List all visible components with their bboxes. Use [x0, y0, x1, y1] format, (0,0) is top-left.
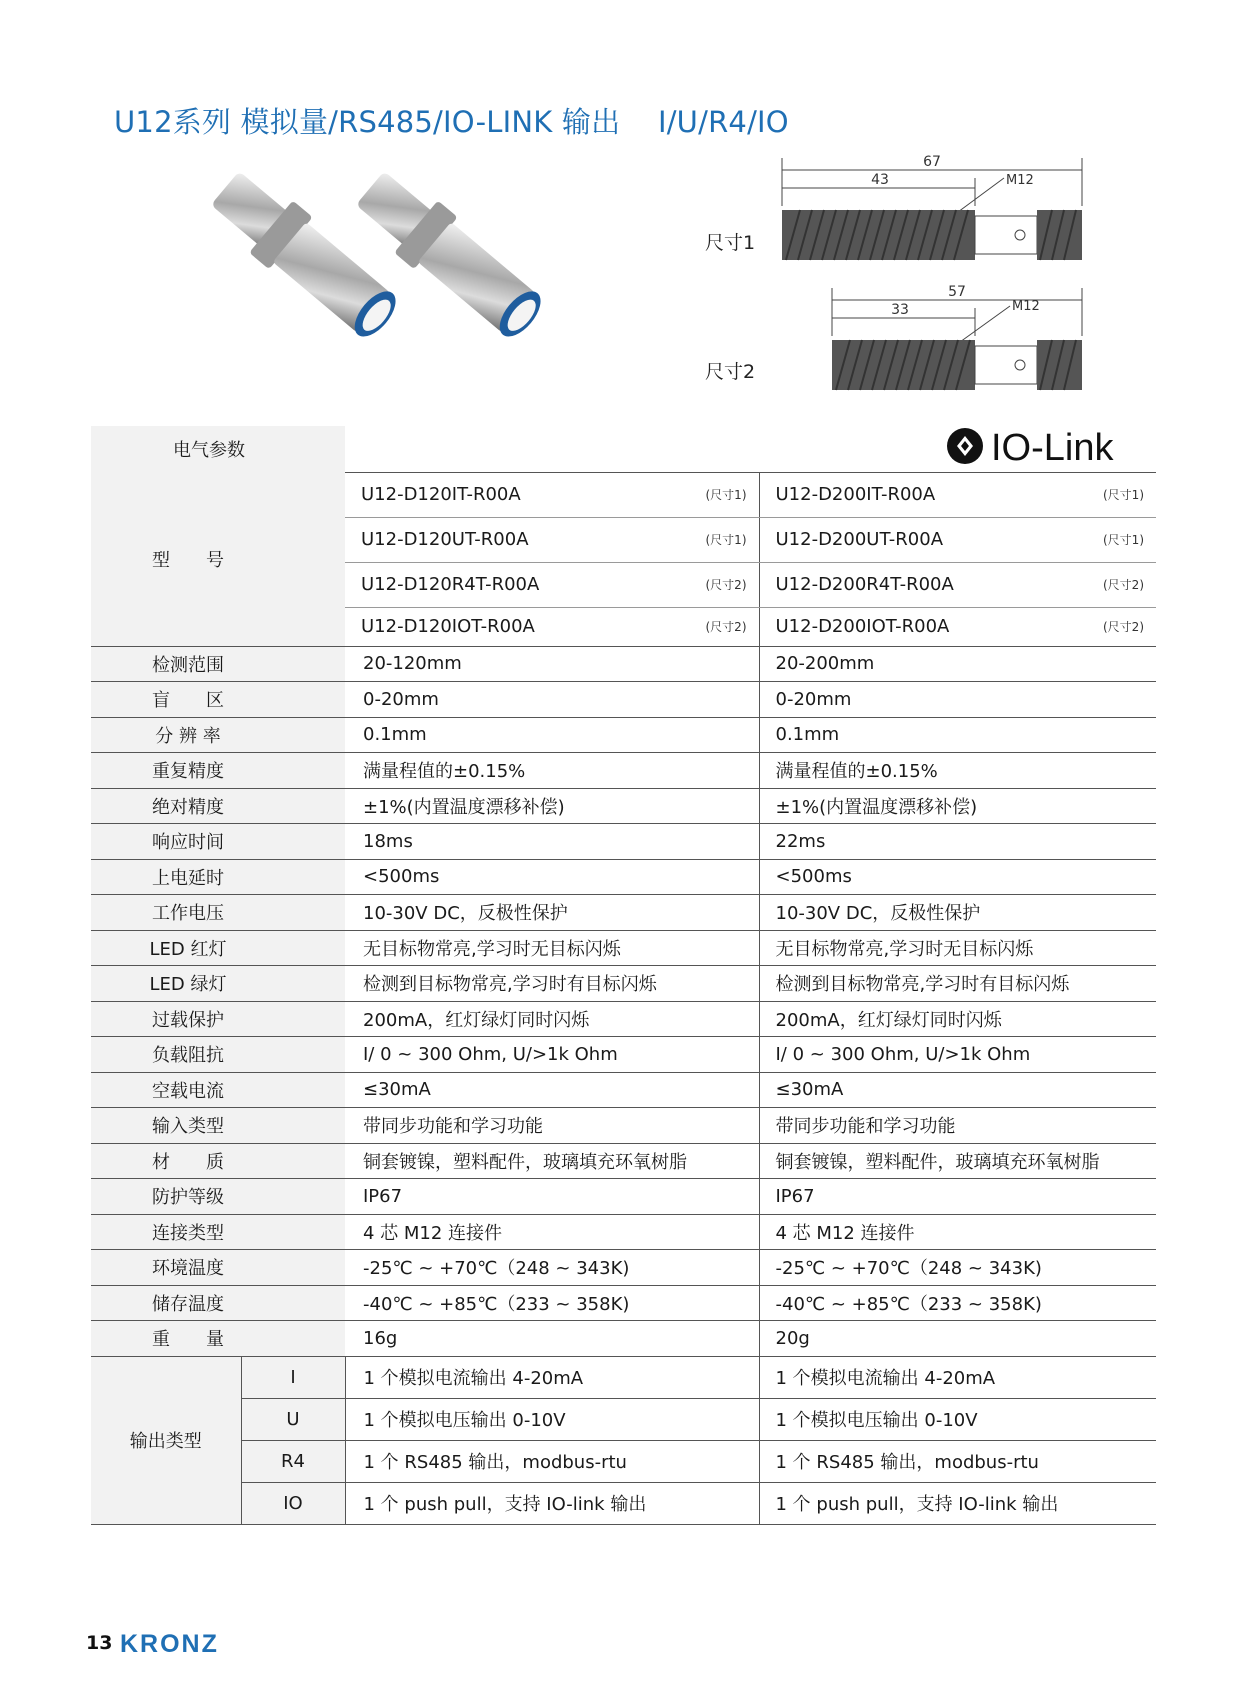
- table-header: 电气参数: [91, 426, 345, 472]
- spec-row: [91, 930, 1156, 966]
- spec-label: 重复精度: [91, 753, 345, 789]
- spec-value-a: 20-120mm: [345, 646, 759, 682]
- output-value-b: 1 个模拟电流输出 4-20mA: [759, 1356, 1156, 1398]
- dim2-thread: M12: [1012, 299, 1040, 314]
- spec-label: LED 绿灯: [91, 966, 345, 1002]
- spec-row: [91, 1321, 1156, 1357]
- spec-row: [91, 717, 1156, 753]
- spec-row: [91, 646, 1156, 682]
- spec-value-a: 无目标物常亮,学习时无目标闪烁: [345, 930, 759, 966]
- spec-row: [91, 1285, 1156, 1321]
- output-row: [91, 1440, 1156, 1482]
- spec-value-b: 20g: [759, 1321, 1156, 1357]
- spec-value-b: 22ms: [759, 824, 1156, 860]
- spec-label: 材 质: [91, 1143, 345, 1179]
- spec-label: 绝对精度: [91, 788, 345, 824]
- spec-row: [91, 824, 1156, 860]
- model-a: U12-D120IOT-R00A: [361, 616, 535, 637]
- dim1-part: 43: [871, 172, 889, 188]
- dimension-1-label: 尺寸1: [705, 232, 756, 254]
- model-b-size: (尺寸2): [1103, 620, 1144, 634]
- spec-value-a: 检测到目标物常亮,学习时有目标闪烁: [345, 966, 759, 1002]
- output-value-b: 1 个 RS485 输出，modbus-rtu: [759, 1440, 1156, 1482]
- model-b-size: (尺寸1): [1103, 533, 1144, 547]
- spec-row: [91, 859, 1156, 895]
- spec-label: 储存温度: [91, 1285, 345, 1321]
- spec-row: [91, 682, 1156, 718]
- output-code: U: [241, 1398, 345, 1440]
- spec-row: [91, 788, 1156, 824]
- model-b: U12-D200IOT-R00A: [775, 616, 950, 637]
- spec-label: 重 量: [91, 1321, 345, 1357]
- dimension-2-label: 尺寸2: [705, 361, 756, 383]
- output-value-a: 1 个模拟电压输出 0-10V: [345, 1398, 759, 1440]
- model-b-size: (尺寸2): [1103, 578, 1144, 592]
- output-value-b: 1 个 push pull，支持 IO-link 输出: [759, 1482, 1156, 1524]
- spec-value-b: 4 芯 M12 连接件: [759, 1214, 1156, 1250]
- output-row: [91, 1398, 1156, 1440]
- spec-value-b: 10-30V DC，反极性保护: [759, 895, 1156, 931]
- kronz-logo: [120, 1630, 250, 1656]
- spec-value-b: 无目标物常亮,学习时无目标闪烁: [759, 930, 1156, 966]
- spec-value-a: 满量程值的±0.15%: [345, 753, 759, 789]
- spec-row: [91, 966, 1156, 1002]
- model-a-size: (尺寸2): [705, 620, 747, 634]
- output-value-a: 1 个 push pull，支持 IO-link 输出: [345, 1482, 759, 1524]
- spec-value-a: 4 芯 M12 连接件: [345, 1214, 759, 1250]
- output-code: I: [241, 1356, 345, 1398]
- model-a: U12-D120IT-R00A: [361, 484, 521, 505]
- spec-value-a: 0-20mm: [345, 682, 759, 718]
- spec-value-b: 200mA，红灯绿灯同时闪烁: [759, 1001, 1156, 1037]
- spec-value-a: 带同步功能和学习功能: [345, 1108, 759, 1144]
- dim1-thread: M12: [1006, 173, 1034, 188]
- spec-row: [91, 1072, 1156, 1108]
- spec-value-b: ±1%(内置温度漂移补偿): [759, 788, 1156, 824]
- spec-row: [91, 1108, 1156, 1144]
- output-code: IO: [241, 1482, 345, 1524]
- spec-value-b: 20-200mm: [759, 646, 1156, 682]
- spec-value-b: 0.1mm: [759, 717, 1156, 753]
- spec-label: 分 辨 率: [91, 717, 345, 753]
- spec-row: [91, 1143, 1156, 1179]
- output-row: [91, 1356, 1156, 1398]
- output-value-b: 1 个模拟电压输出 0-10V: [759, 1398, 1156, 1440]
- spec-value-a: I/ 0 ~ 300 Ohm, U/>1k Ohm: [345, 1037, 759, 1073]
- spec-value-b: <500ms: [759, 859, 1156, 895]
- spec-value-b: 检测到目标物常亮,学习时有目标闪烁: [759, 966, 1156, 1002]
- page-title: U12系列 模拟量/RS485/IO-LINK 输出 I/U/R4/IO: [114, 105, 789, 139]
- output-label: 输出类型: [91, 1356, 241, 1524]
- model-label: 型 号: [91, 472, 345, 646]
- page-footer: [86, 1630, 250, 1656]
- product-photo: [195, 168, 585, 368]
- spec-row: [91, 1001, 1156, 1037]
- spec-label: 连接类型: [91, 1214, 345, 1250]
- model-a: U12-D120UT-R00A: [361, 529, 529, 550]
- dimension-1-drawing: [770, 150, 1090, 265]
- spec-label: 输入类型: [91, 1108, 345, 1144]
- spec-value-a: ≤30mA: [345, 1072, 759, 1108]
- spec-label: 过载保护: [91, 1001, 345, 1037]
- model-a: U12-D120R4T-R00A: [361, 574, 540, 595]
- model-b: U12-D200R4T-R00A: [775, 574, 954, 595]
- spec-value-a: 10-30V DC，反极性保护: [345, 895, 759, 931]
- dim2-total: 57: [948, 284, 966, 300]
- spec-row: [91, 1179, 1156, 1215]
- model-a-size: (尺寸1): [705, 488, 747, 502]
- model-a-size: (尺寸2): [705, 578, 747, 592]
- spec-row: [91, 895, 1156, 931]
- spec-value-a: 200mA，红灯绿灯同时闪烁: [345, 1001, 759, 1037]
- spec-label: 响应时间: [91, 824, 345, 860]
- io-link-text: IO-Link: [991, 427, 1114, 469]
- spec-row: [91, 1214, 1156, 1250]
- spec-value-b: 满量程值的±0.15%: [759, 753, 1156, 789]
- spec-value-a: -25℃ ~ +70℃（248 ~ 343K): [345, 1250, 759, 1286]
- page-number: 13: [86, 1632, 113, 1654]
- spec-value-b: 带同步功能和学习功能: [759, 1108, 1156, 1144]
- model-row: [91, 472, 1156, 517]
- output-value-a: 1 个 RS485 输出，modbus-rtu: [345, 1440, 759, 1482]
- spec-value-b: -40℃ ~ +85℃（233 ~ 358K): [759, 1285, 1156, 1321]
- spec-row: [91, 1250, 1156, 1286]
- spec-value-a: -40℃ ~ +85℃（233 ~ 358K): [345, 1285, 759, 1321]
- spec-label: 检测范围: [91, 646, 345, 682]
- spec-label: 工作电压: [91, 895, 345, 931]
- spec-label: 空载电流: [91, 1072, 345, 1108]
- dim2-part: 33: [891, 302, 909, 318]
- spec-value-a: 18ms: [345, 824, 759, 860]
- brand-name: KRONZ: [120, 1630, 220, 1656]
- spec-label: 盲 区: [91, 682, 345, 718]
- spec-value-b: 0-20mm: [759, 682, 1156, 718]
- spec-value-a: IP67: [345, 1179, 759, 1215]
- model-a-size: (尺寸1): [705, 533, 747, 547]
- spec-label: 防护等级: [91, 1179, 345, 1215]
- spec-row: [91, 753, 1156, 789]
- output-value-a: 1 个模拟电流输出 4-20mA: [345, 1356, 759, 1398]
- spec-value-b: -25℃ ~ +70℃（248 ~ 343K): [759, 1250, 1156, 1286]
- spec-value-b: IP67: [759, 1179, 1156, 1215]
- model-b: U12-D200IT-R00A: [775, 484, 936, 505]
- spec-label: 上电延时: [91, 859, 345, 895]
- model-b-size: (尺寸1): [1103, 488, 1144, 502]
- output-row: [91, 1482, 1156, 1524]
- spec-label: 负载阻抗: [91, 1037, 345, 1073]
- dimension-2-drawing: [820, 280, 1090, 395]
- spec-table: [91, 426, 1156, 1525]
- spec-value-a: 铜套镀镍，塑料配件，玻璃填充环氧树脂: [345, 1143, 759, 1179]
- spec-value-a: 0.1mm: [345, 717, 759, 753]
- spec-value-b: I/ 0 ~ 300 Ohm, U/>1k Ohm: [759, 1037, 1156, 1073]
- spec-value-b: 铜套镀镍，塑料配件，玻璃填充环氧树脂: [759, 1143, 1156, 1179]
- dim1-total: 67: [923, 154, 941, 170]
- spec-value-b: ≤30mA: [759, 1072, 1156, 1108]
- spec-row: [91, 1037, 1156, 1073]
- spec-value-a: <500ms: [345, 859, 759, 895]
- spec-label: 环境温度: [91, 1250, 345, 1286]
- model-b: U12-D200UT-R00A: [775, 529, 944, 550]
- spec-value-a: 16g: [345, 1321, 759, 1357]
- output-code: R4: [241, 1440, 345, 1482]
- spec-label: LED 红灯: [91, 930, 345, 966]
- spec-value-a: ±1%(内置温度漂移补偿): [345, 788, 759, 824]
